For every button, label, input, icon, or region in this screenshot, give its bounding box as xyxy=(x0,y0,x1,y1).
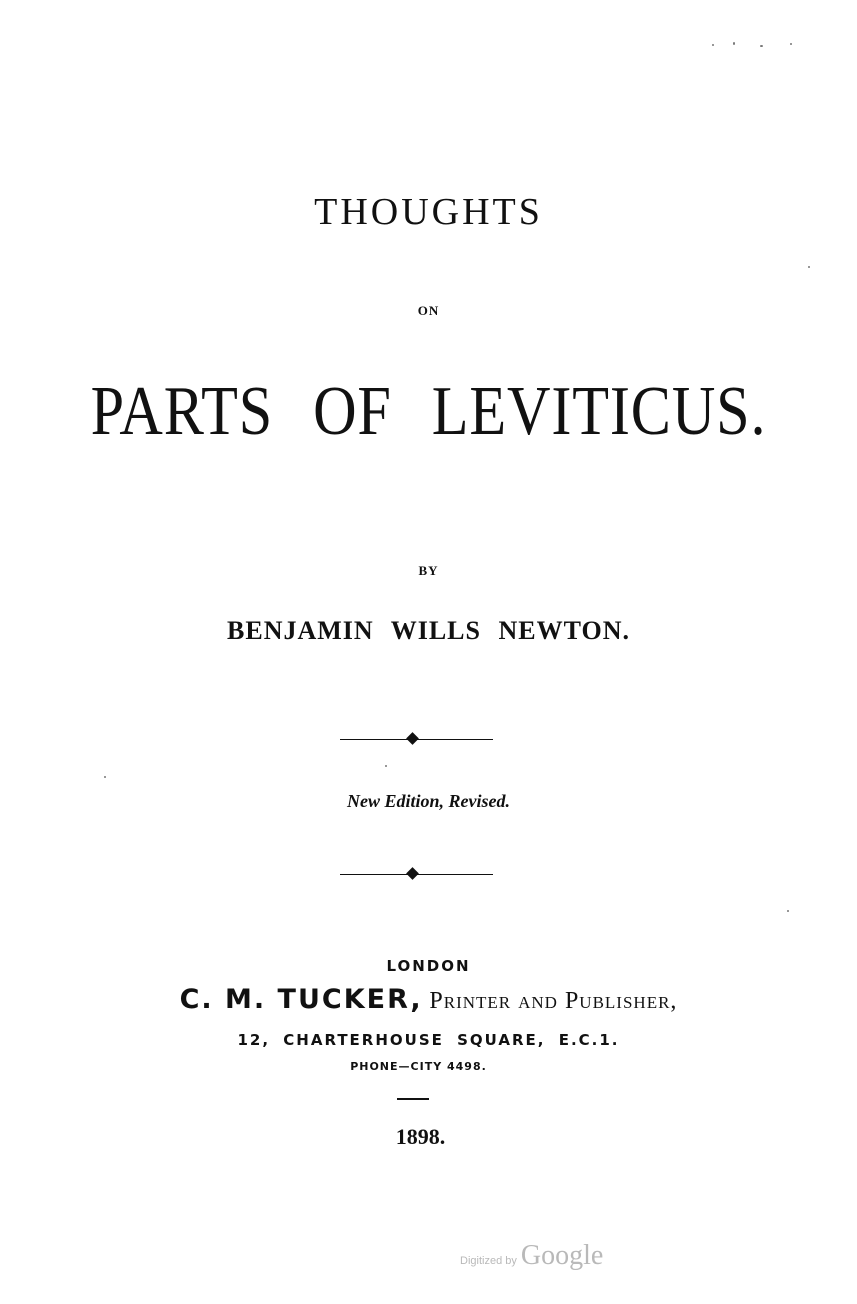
edition-note: New Edition, Revised. xyxy=(347,791,510,811)
scan-speck xyxy=(790,43,792,45)
scan-speck xyxy=(104,776,106,778)
ornament-diamond-bottom xyxy=(406,867,419,880)
imprint-city: LONDON xyxy=(386,957,471,975)
imprint-printer xyxy=(0,984,857,1015)
title-connector: ON xyxy=(417,303,440,318)
title-line-2: PARTS OF LEVITICUS. xyxy=(90,373,767,450)
title-line-1: THOUGHTS xyxy=(314,191,543,233)
imprint-address: 12, CHARTERHOUSE SQUARE, E.C.1. xyxy=(237,1031,620,1049)
scan-speck xyxy=(385,765,387,767)
by-label: BY xyxy=(418,563,439,578)
author-name: BENJAMIN WILLS NEWTON. xyxy=(227,616,630,645)
digitized-watermark xyxy=(460,1240,603,1272)
scan-speck xyxy=(712,44,714,46)
google-logo: Google xyxy=(520,1240,604,1271)
publication-year: 1898. xyxy=(395,1124,446,1149)
printer-role: Printer and Publisher, xyxy=(429,988,678,1014)
short-rule xyxy=(397,1098,429,1100)
scan-speck xyxy=(808,266,810,268)
digitized-by-label: Digitized by xyxy=(460,1255,517,1267)
scan-speck xyxy=(760,45,763,47)
scan-speck xyxy=(733,42,735,45)
ornament-diamond-top xyxy=(406,732,419,745)
imprint-phone: PHONE—CITY 4498. xyxy=(350,1060,487,1073)
scan-speck xyxy=(787,910,789,912)
printer-name: C. M. TUCKER, xyxy=(179,984,423,1015)
